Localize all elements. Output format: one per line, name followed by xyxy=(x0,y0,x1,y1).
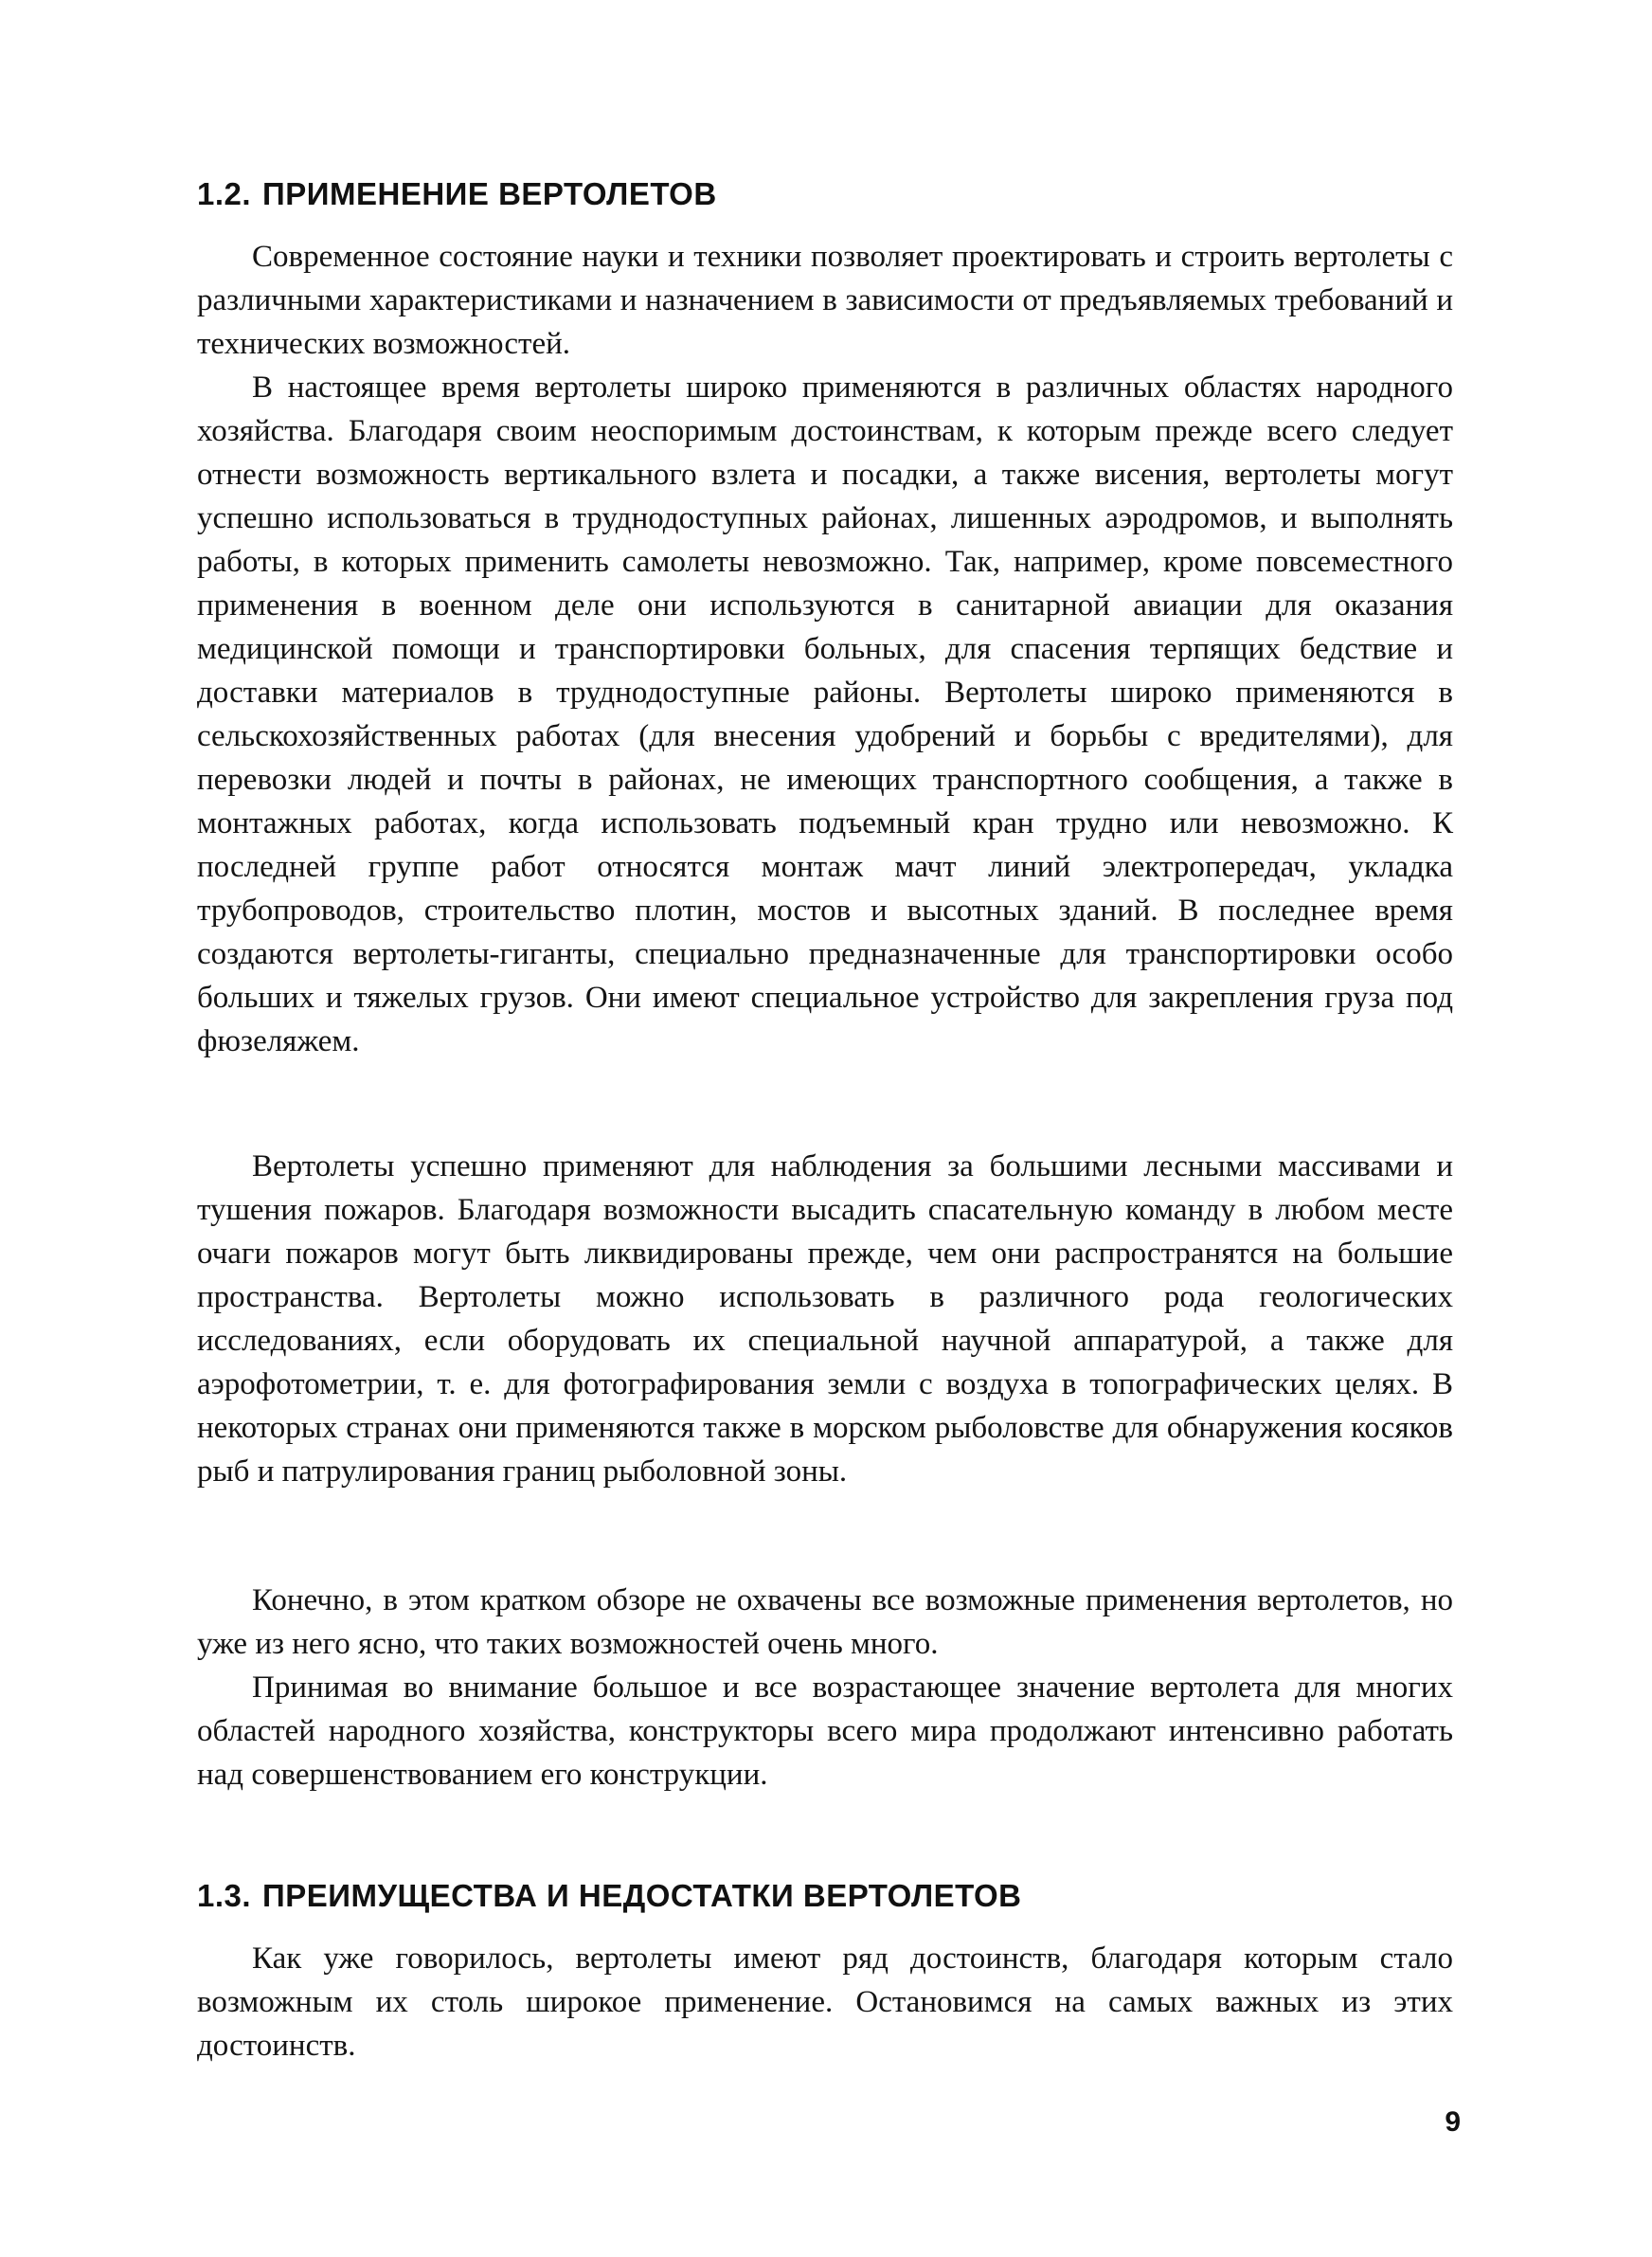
section-title: ПРИМЕНЕНИЕ ВЕРТОЛЕТОВ xyxy=(262,176,717,211)
section-heading-1-3 xyxy=(197,1878,1022,1914)
paragraph-5: Принимая во внимание большое и все возрастающее значение вертолета для многих областей народного хозяйства, конструкторы всего мира продолжают интенсивно работать над совершенствованием его конструкции. xyxy=(197,1670,1453,1792)
section-heading-1-2 xyxy=(197,176,717,212)
section-title: ПРЕИМУЩЕСТВА И НЕДОСТАТКИ ВЕРТОЛЕТОВ xyxy=(262,1878,1022,1913)
paragraph-1: Современное состояние науки и техники позволяет проектировать и строить вертолеты с различными характеристиками и назначением в зависимости от предъявляемых требований и технических возможностей. xyxy=(197,240,1453,361)
section-number: 1.3. xyxy=(197,1878,252,1913)
paragraph-3: Вертолеты успешно применяют для наблюдения за большими лесными массивами и тушения пожаров. Благодаря возможности высадить спасательную команду в любом месте очаги пожаров могут быть ликвидированы прежде, чем они распространятся на большие пространства. Вертолеты можно использовать в различного рода геологических исследованиях, если оборудовать их специальной научной аппаратурой, а также для аэрофотометрии, т. е. для фотографирования земли с воздуха в топографических целях. В некоторых странах они применяются также в морском рыболовстве для обнаружения косяков рыб и патрулирования границ рыболовной зоны. xyxy=(197,1149,1453,1489)
paragraph-4: Конечно, в этом кратком обзоре не охвачены все возможные применения вертолетов, но уже из него ясно, что таких возможностей очень много. xyxy=(197,1583,1453,1661)
page-number: 9 xyxy=(1445,2106,1461,2138)
section-number: 1.2. xyxy=(197,176,252,211)
paragraph-6: Как уже говорилось, вертолеты имеют ряд достоинств, благодаря которым стало возможным их столь широкое применение. Остановимся на самых важных из этих достоинств. xyxy=(197,1941,1453,2063)
paragraph-2: В настоящее время вертолеты широко применяются в различных областях народного хозяйства. Благодаря своим неоспоримым достоинствам, к которым прежде всего следует отнести возможность вертикального взлета и посадки, а также висения, вертолеты могут успешно использоваться в труднодоступных районах, лишенных аэродромов, и выполнять работы, в которых применить самолеты невозможно. Так, например, кроме повсеместного применения в военном деле они используются в санитарной авиации для оказания медицинской помощи и транспортировки больных, для спасения терпящих бедствие и доставки материалов в труднодоступные районы. Вертолеты широко применяются в сельскохозяйственных работах (для внесения удобрений и борьбы с вредителями), для перевозки людей и почты в районах, не имеющих транспортного сообщения, а также в монтажных работах, когда использовать подъемный кран трудно или невозможно. К последней группе работ относятся монтаж мачт линий электропередач, укладка трубопроводов, строительство плотин, мостов и высотных зданий. В последнее время создаются вертолеты-гиганты, специально предназначенные для транспортировки особо больших и тяжелых грузов. Они имеют специальное устройство для закрепления груза под фюзеляжем. xyxy=(197,370,1453,1058)
